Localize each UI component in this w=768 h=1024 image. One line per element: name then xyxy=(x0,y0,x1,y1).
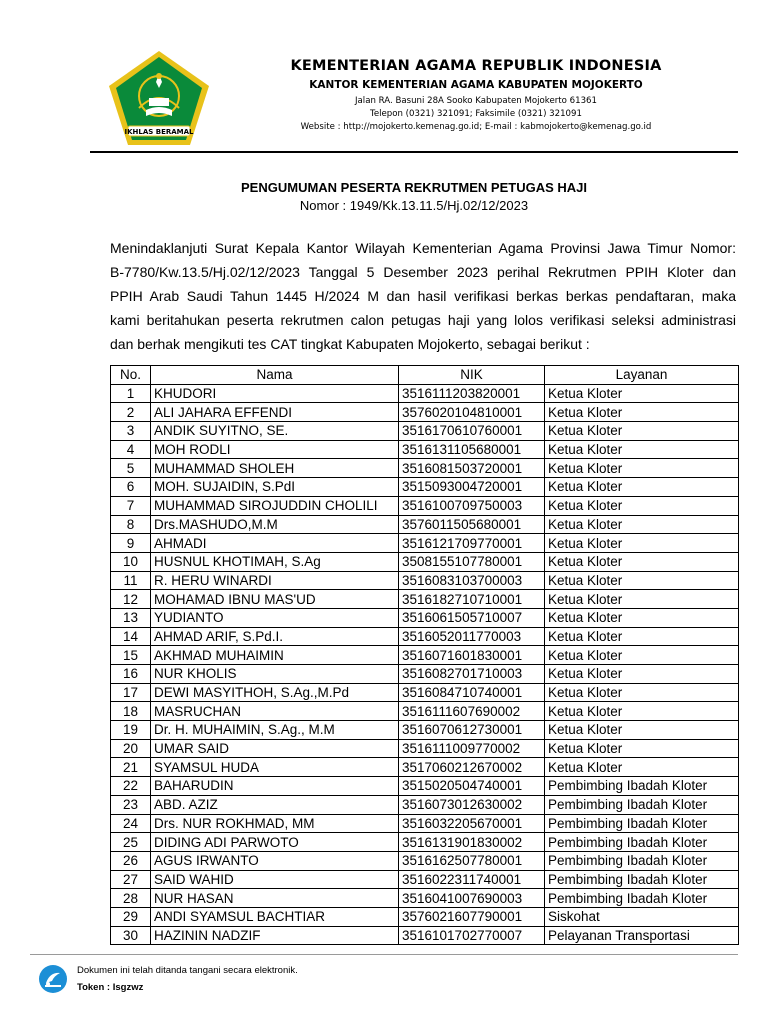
table-row xyxy=(111,384,739,403)
row-nik: 3516061505710007 xyxy=(399,608,545,627)
row-layanan: Ketua Kloter xyxy=(545,646,739,665)
table-row xyxy=(111,590,739,609)
row-nik: 3516100709750003 xyxy=(399,496,545,515)
row-nama: MOH RODLI xyxy=(151,440,399,459)
table-row xyxy=(111,851,739,870)
row-nama: ABD. AZIZ xyxy=(151,795,399,814)
row-layanan: Ketua Kloter xyxy=(545,534,739,553)
row-layanan: Ketua Kloter xyxy=(545,683,739,702)
row-nik: 3516041007690003 xyxy=(399,889,545,908)
row-layanan: Ketua Kloter xyxy=(545,590,739,609)
row-layanan: Pembimbing Ibadah Kloter xyxy=(545,870,739,889)
row-no: 25 xyxy=(111,833,151,852)
row-nik: 3516082701710003 xyxy=(399,665,545,684)
row-nama: AGUS IRWANTO xyxy=(151,851,399,870)
office-name: KANTOR KEMENTERIAN AGAMA KABUPATEN MOJOKERTO xyxy=(309,79,643,91)
row-no: 22 xyxy=(111,777,151,796)
row-nik: 3516111009770002 xyxy=(399,739,545,758)
row-nama: ALI JAHARA EFFENDI xyxy=(151,403,399,422)
body-line: B-7780/Kw.13.5/Hj.02/12/2023 Tanggal 5 Desember 2023 perihal Rekrutmen PPIH Kloter dan xyxy=(110,264,736,280)
row-layanan: Ketua Kloter xyxy=(545,702,739,721)
svg-text:IKHLAS BERAMAL: IKHLAS BERAMAL xyxy=(124,128,194,136)
row-nama: MOH. SUJAIDIN, S.PdI xyxy=(151,478,399,497)
letterhead xyxy=(216,58,736,134)
body-line: Menindaklanjuti Surat Kepala Kantor Wilayah Kementerian Agama Provinsi Jawa Timur Nomor: xyxy=(110,240,736,256)
signed-text: Dokumen ini telah ditanda tangani secara elektronik. xyxy=(77,965,298,976)
row-nama: NUR HASAN xyxy=(151,889,399,908)
row-layanan: Ketua Kloter xyxy=(545,627,739,646)
row-nik: 3516052011770003 xyxy=(399,627,545,646)
row-nama: Drs. NUR ROKHMAD, MM xyxy=(151,814,399,833)
row-nama: NUR KHOLIS xyxy=(151,665,399,684)
row-no: 11 xyxy=(111,571,151,590)
table-row xyxy=(111,702,739,721)
table-row xyxy=(111,739,739,758)
table-row xyxy=(111,814,739,833)
row-layanan: Ketua Kloter xyxy=(545,478,739,497)
row-no: 14 xyxy=(111,627,151,646)
row-nik: 3516162507780001 xyxy=(399,851,545,870)
row-no: 13 xyxy=(111,608,151,627)
row-nik: 3516131901830002 xyxy=(399,833,545,852)
row-layanan: Ketua Kloter xyxy=(545,758,739,777)
header-nik: NIK xyxy=(399,366,545,385)
row-no: 27 xyxy=(111,870,151,889)
row-nama: MASRUCHAN xyxy=(151,702,399,721)
row-no: 2 xyxy=(111,403,151,422)
office-phone: Telepon (0321) 321091; Faksimile (0321) 321091 xyxy=(370,109,582,119)
table-row xyxy=(111,646,739,665)
table-row xyxy=(111,440,739,459)
row-layanan: Pembimbing Ibadah Kloter xyxy=(545,814,739,833)
electronic-signature-note xyxy=(77,965,298,993)
row-layanan: Siskohat xyxy=(545,907,739,926)
header-nama: Nama xyxy=(151,366,399,385)
row-nama: MUHAMMAD SIROJUDDIN CHOLILI xyxy=(151,496,399,515)
row-nik: 3516073012630002 xyxy=(399,795,545,814)
row-layanan: Pembimbing Ibadah Kloter xyxy=(545,777,739,796)
table-row xyxy=(111,665,739,684)
table-row xyxy=(111,795,739,814)
table-row xyxy=(111,721,739,740)
announcement-title: PENGUMUMAN PESERTA REKRUTMEN PETUGAS HAJI xyxy=(241,180,587,195)
row-no: 18 xyxy=(111,702,151,721)
row-nama: Drs.MASHUDO,M.M xyxy=(151,515,399,534)
row-no: 29 xyxy=(111,907,151,926)
table-row xyxy=(111,758,739,777)
row-no: 20 xyxy=(111,739,151,758)
row-no: 12 xyxy=(111,590,151,609)
row-nama: Dr. H. MUHAIMIN, S.Ag., M.M xyxy=(151,721,399,740)
row-no: 19 xyxy=(111,721,151,740)
row-nik: 3576011505680001 xyxy=(399,515,545,534)
body-line: dan berhak mengikuti tes CAT tingkat Kabupaten Mojokerto, sebagai berikut : xyxy=(110,336,590,352)
row-nik: 3516083103700003 xyxy=(399,571,545,590)
row-layanan: Ketua Kloter xyxy=(545,608,739,627)
table-row xyxy=(111,926,739,945)
row-nik: 3516070612730001 xyxy=(399,721,545,740)
body-line: kami beritahukan peserta rekrutmen calon petugas haji yang lolos verifikasi seleksi administrasi xyxy=(110,312,736,328)
table-row xyxy=(111,515,739,534)
row-nama: HUSNUL KHOTIMAH, S.Ag xyxy=(151,552,399,571)
row-nik: 3516022311740001 xyxy=(399,870,545,889)
table-row xyxy=(111,571,739,590)
header-layanan: Layanan xyxy=(545,366,739,385)
row-nama: R. HERU WINARDI xyxy=(151,571,399,590)
table-row xyxy=(111,478,739,497)
row-no: 24 xyxy=(111,814,151,833)
row-no: 4 xyxy=(111,440,151,459)
table-row xyxy=(111,683,739,702)
row-no: 5 xyxy=(111,459,151,478)
header-no: No. xyxy=(111,366,151,385)
row-nik: 3508155107780001 xyxy=(399,552,545,571)
row-nik: 3516131105680001 xyxy=(399,440,545,459)
row-nik: 3516084710740001 xyxy=(399,683,545,702)
table-row xyxy=(111,627,739,646)
row-nik: 3516101702770007 xyxy=(399,926,545,945)
row-nama: ANDIK SUYITNO, SE. xyxy=(151,422,399,441)
table-row xyxy=(111,422,739,441)
row-nik: 3516182710710001 xyxy=(399,590,545,609)
table-row xyxy=(111,833,739,852)
row-layanan: Ketua Kloter xyxy=(545,440,739,459)
row-nik: 3516111607690002 xyxy=(399,702,545,721)
row-no: 3 xyxy=(111,422,151,441)
row-layanan: Ketua Kloter xyxy=(545,552,739,571)
table-row xyxy=(111,552,739,571)
row-no: 10 xyxy=(111,552,151,571)
row-nama: DIDING ADI PARWOTO xyxy=(151,833,399,852)
row-layanan: Pelayanan Transportasi xyxy=(545,926,739,945)
table-header-row xyxy=(111,366,739,385)
row-no: 23 xyxy=(111,795,151,814)
row-nik: 3515093004720001 xyxy=(399,478,545,497)
ministry-name: KEMENTERIAN AGAMA REPUBLIK INDONESIA xyxy=(290,58,662,74)
row-layanan: Ketua Kloter xyxy=(545,739,739,758)
row-layanan: Ketua Kloter xyxy=(545,384,739,403)
row-layanan: Ketua Kloter xyxy=(545,496,739,515)
row-nama: AHMAD ARIF, S.Pd.I. xyxy=(151,627,399,646)
kemenag-logo xyxy=(106,48,212,148)
row-nik: 3515020504740001 xyxy=(399,777,545,796)
row-nama: UMAR SAID xyxy=(151,739,399,758)
row-nama: SYAMSUL HUDA xyxy=(151,758,399,777)
participant-table xyxy=(110,365,739,945)
letterhead-divider xyxy=(90,151,738,153)
row-layanan: Pembimbing Ibadah Kloter xyxy=(545,795,739,814)
row-nik: 3516081503720001 xyxy=(399,459,545,478)
row-nama: AKHMAD MUHAIMIN xyxy=(151,646,399,665)
row-nik: 3516170610760001 xyxy=(399,422,545,441)
table-row xyxy=(111,496,739,515)
row-no: 30 xyxy=(111,926,151,945)
row-nik: 3576021607790001 xyxy=(399,907,545,926)
row-nama: MUHAMMAD SHOLEH xyxy=(151,459,399,478)
office-address: Jalan RA. Basuni 28A Sooko Kabupaten Mojokerto 61361 xyxy=(355,96,597,106)
row-no: 15 xyxy=(111,646,151,665)
row-layanan: Pembimbing Ibadah Kloter xyxy=(545,889,739,908)
row-nama: HAZININ NADZIF xyxy=(151,926,399,945)
footer-divider xyxy=(30,954,738,955)
row-layanan: Pembimbing Ibadah Kloter xyxy=(545,833,739,852)
office-web: Website : http://mojokerto.kemenag.go.id; E-mail : kabmojokerto@kemenag.go.id xyxy=(300,122,652,132)
table-row xyxy=(111,534,739,553)
announcement-heading xyxy=(90,180,738,213)
row-nama: KHUDORI xyxy=(151,384,399,403)
token-text: Token : Isgzwz xyxy=(77,982,144,993)
row-nama: BAHARUDIN xyxy=(151,777,399,796)
body-line: PPIH Arab Saudi Tahun 1445 H/2024 M dan hasil verifikasi berkas berkas pendaftaran, maka xyxy=(110,288,736,304)
row-nik: 3516111203820001 xyxy=(399,384,545,403)
row-no: 28 xyxy=(111,889,151,908)
bsre-signature-icon xyxy=(38,964,68,994)
row-nik: 3516032205670001 xyxy=(399,814,545,833)
row-no: 7 xyxy=(111,496,151,515)
row-layanan: Ketua Kloter xyxy=(545,721,739,740)
row-nama: MOHAMAD IBNU MAS'UD xyxy=(151,590,399,609)
row-no: 21 xyxy=(111,758,151,777)
row-nama: SAID WAHID xyxy=(151,870,399,889)
row-nik: 3576020104810001 xyxy=(399,403,545,422)
row-layanan: Ketua Kloter xyxy=(545,459,739,478)
row-nik: 3516121709770001 xyxy=(399,534,545,553)
table-row xyxy=(111,907,739,926)
table-row xyxy=(111,403,739,422)
row-nama: AHMADI xyxy=(151,534,399,553)
row-layanan: Ketua Kloter xyxy=(545,403,739,422)
table-row xyxy=(111,870,739,889)
announcement-body xyxy=(110,236,736,356)
row-nik: 3517060212670002 xyxy=(399,758,545,777)
row-nama: ANDI SYAMSUL BACHTIAR xyxy=(151,907,399,926)
announcement-number: Nomor : 1949/Kk.13.11.5/Hj.02/12/2023 xyxy=(299,198,529,213)
table-row xyxy=(111,459,739,478)
row-nik: 3516071601830001 xyxy=(399,646,545,665)
row-layanan: Ketua Kloter xyxy=(545,665,739,684)
table-row xyxy=(111,608,739,627)
row-no: 26 xyxy=(111,851,151,870)
row-nama: DEWI MASYITHOH, S.Ag.,M.Pd xyxy=(151,683,399,702)
row-no: 17 xyxy=(111,683,151,702)
row-no: 6 xyxy=(111,478,151,497)
row-no: 9 xyxy=(111,534,151,553)
table-row xyxy=(111,889,739,908)
row-no: 8 xyxy=(111,515,151,534)
row-no: 16 xyxy=(111,665,151,684)
row-layanan: Pembimbing Ibadah Kloter xyxy=(545,851,739,870)
row-layanan: Ketua Kloter xyxy=(545,515,739,534)
row-no: 1 xyxy=(111,384,151,403)
table-row xyxy=(111,777,739,796)
row-layanan: Ketua Kloter xyxy=(545,422,739,441)
row-nama: YUDIANTO xyxy=(151,608,399,627)
row-layanan: Ketua Kloter xyxy=(545,571,739,590)
